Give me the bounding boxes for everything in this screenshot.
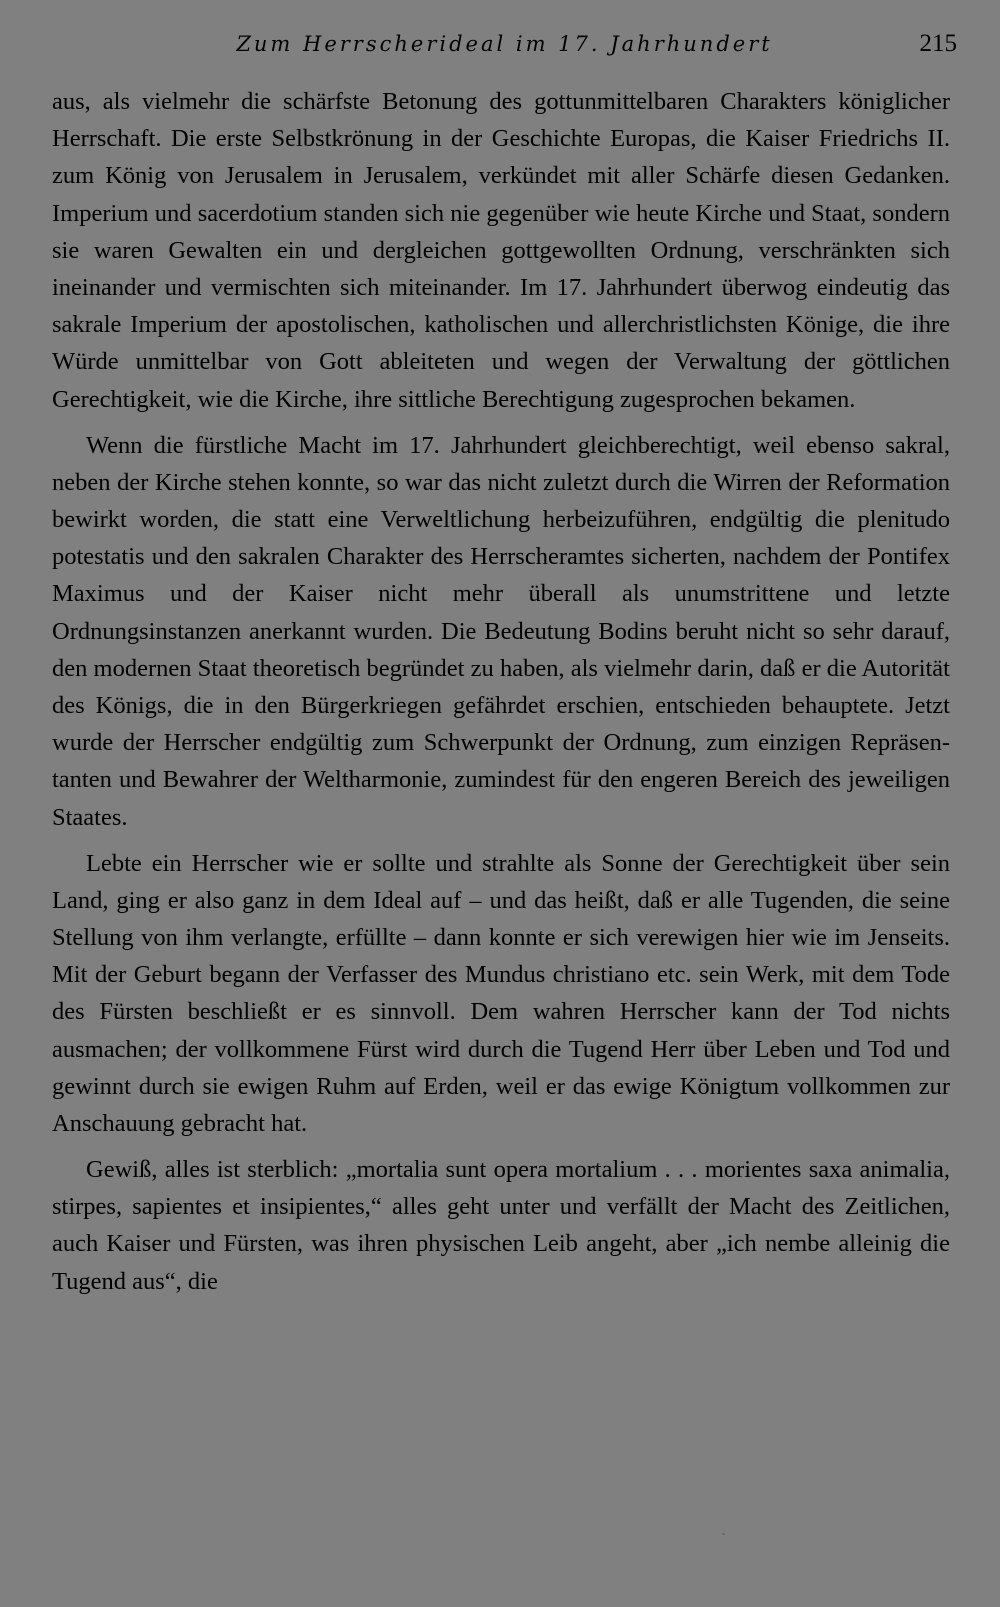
paragraph-4: Gewiß, alles ist sterblich: „mortalia sunt opera mortalium . . . morientes saxa animalia, stirpes, sapientes et insipientes,“ alles geht unter und verfällt der Macht des Zeitlichen, auch Kaiser und Fürsten, was ihren physischen Leib angeht, aber „ich nembe alleinig die Tugend aus“, die [52, 1156, 950, 1295]
scan-speck [722, 1533, 725, 1535]
running-head [52, 26, 957, 66]
body-text [52, 83, 950, 1309]
running-title: Zum Herrscherideal im 17. Jahrhundert [236, 32, 773, 56]
page-number: 215 [919, 30, 957, 57]
paragraph-1: aus, als vielmehr die schärfste Betonung des gottunmittelbaren Charakters königlicher Herrschaft. Die erste Selbstkrönung in der Geschichte Europas, die Kaiser Friedrichs II. zum König von Jerusalem in Jerusalem, verkündet mit aller Schärfe diesen Gedanken. Imperium und sacerdotium standen sich nie gegenüber wie heute Kirche und Staat, sondern sie waren Gewalten ein und dergleichen gottgewollten Ordnung, verschränkten sich ineinander und vermischten sich miteinander. Im 17. Jahrhundert überwog eindeutig das sakrale Imperium der apostolischen, katholischen und allerchristlichsten Könige, die ihre Würde unmittelbar von Gott ableiteten und wegen der Verwaltung der göttlichen Gerechtigkeit, wie die Kirche, ihre sittliche Berechtigung zugesprochen bekamen. [52, 88, 950, 413]
paragraph-2: Wenn die fürstliche Macht im 17. Jahrhundert gleichberechtigt, weil ebenso sakral, neben der Kirche stehen konnte, so war das nicht zuletzt durch die Wirren der Reformation bewirkt worden, die statt eine Verweltlichung herbeizuführen, endgültig die plenitudo potestatis und den sakralen Charakter des Herrscheramtes sicherten, nachdem der Pontifex Maximus und der Kaiser nicht mehr überall als unumstrittene und letzte Ordnungsinstanzen anerkannt wurden. Die Bedeutung Bodins beruht nicht so sehr darauf, den modernen Staat theoretisch begründet zu haben, als vielmehr darin, daß er die Autorität des Königs, die in den Bürgerkriegen gefährdet erschien, entschieden behauptete. Jetzt wurde der Herrscher endgültig zum Schwerpunkt der Ordnung, zum einzigen Repräsentanten und Bewahrer der Weltharmonie, zumindest für den engeren Bereich des jeweiligen Staates. [52, 431, 950, 831]
paragraph-3: Lebte ein Herrscher wie er sollte und strahlte als Sonne der Gerechtigkeit über sein Land, ging er also ganz in dem Ideal auf – und das heißt, daß er alle Tugenden, die seine Stellung von ihm verlangte, erfüllte – dann konnte er sich verewigen hier wie im Jenseits. Mit der Geburt begann der Verfasser des Mundus christiano etc. sein Werk, mit dem Tode des Fürsten beschließt er es sinnvoll. Dem wahren Herrscher kann der Tod nichts ausmachen; der vollkommene Fürst wird durch die Tugend Herr über Leben und Tod und gewinnt durch sie ewigen Ruhm auf Erden, weil er das ewige Königtum vollkommen zur Anschauung gebracht hat. [52, 849, 950, 1138]
